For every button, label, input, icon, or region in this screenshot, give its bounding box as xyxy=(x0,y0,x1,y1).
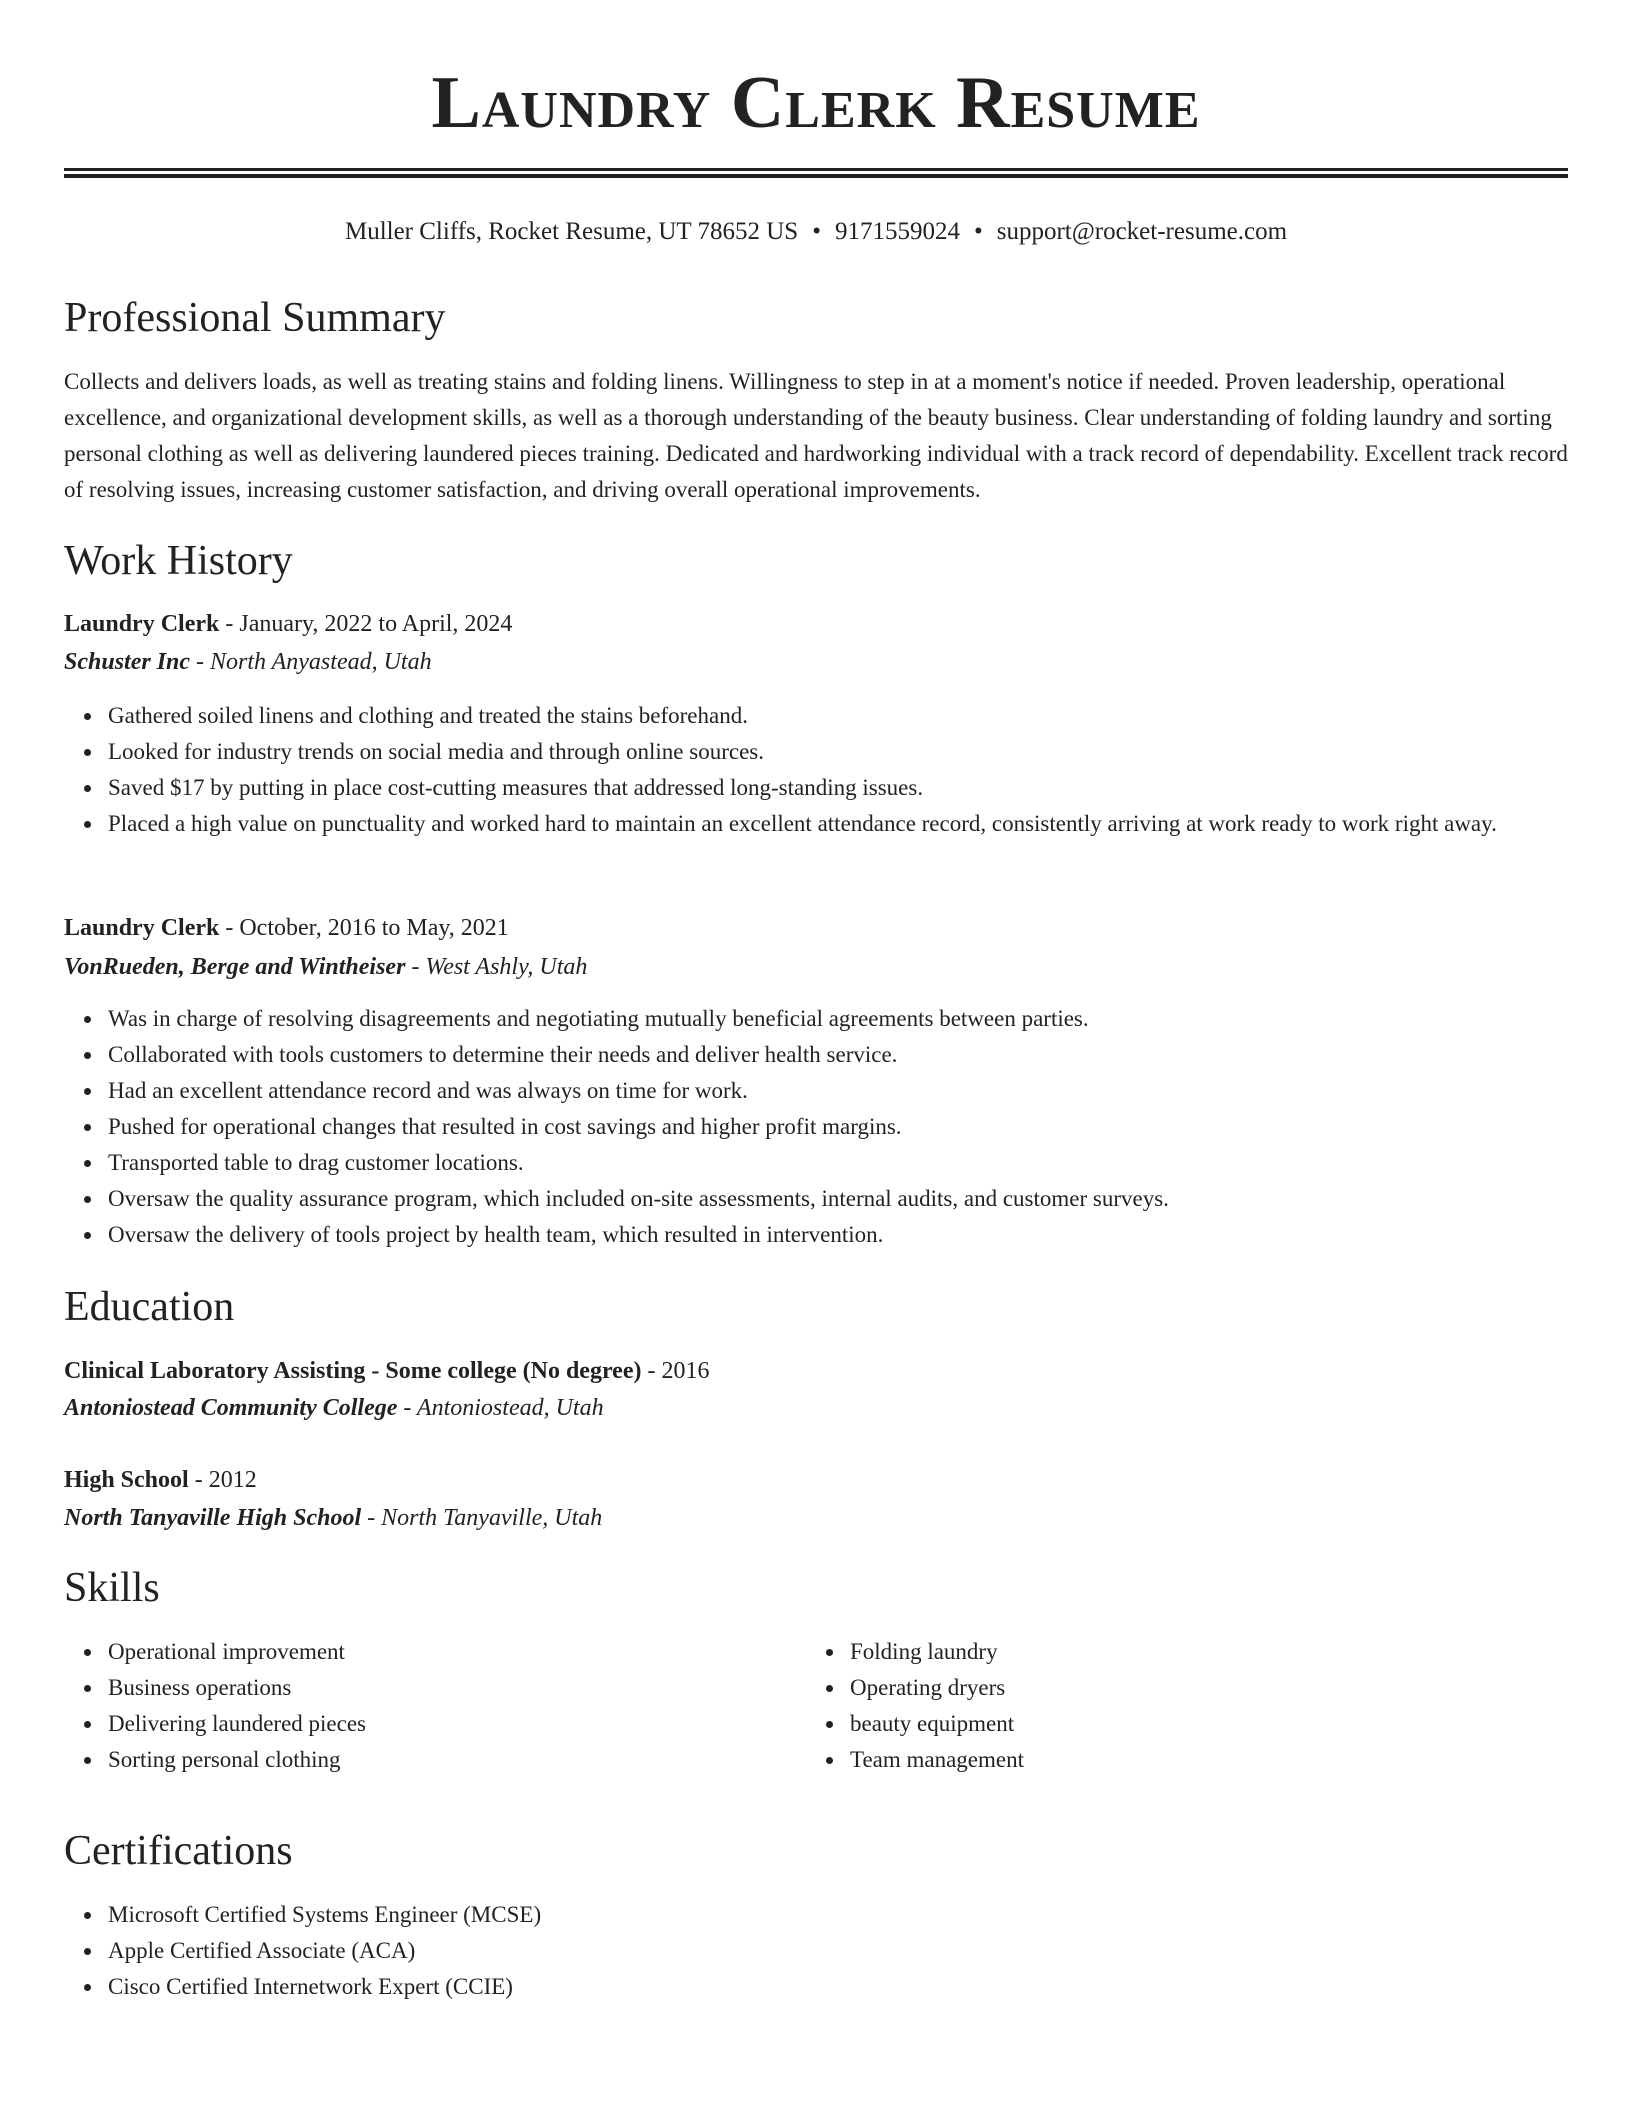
contact-separator: • xyxy=(973,218,983,245)
certifications-heading: Certifications xyxy=(64,1828,293,1874)
job-title: Laundry Clerk xyxy=(64,915,220,941)
education-school-line xyxy=(64,1390,604,1426)
summary-heading: Professional Summary xyxy=(64,295,446,341)
list-item: Pushed for operational changes that resulted in cost savings and higher profit margins. xyxy=(108,1109,1568,1145)
job-company-line xyxy=(64,644,432,680)
education-school-line xyxy=(64,1500,602,1536)
list-item: Operating dryers xyxy=(850,1670,1530,1706)
skills-list-left xyxy=(108,1634,788,1778)
list-item: Operational improvement xyxy=(108,1634,788,1670)
job-location: - West Ashly, Utah xyxy=(405,954,588,980)
list-item: beauty equipment xyxy=(850,1706,1530,1742)
job-company: VonRueden, Berge and Wintheiser xyxy=(64,954,406,980)
skills-list-right xyxy=(850,1634,1530,1778)
list-item: Delivering laundered pieces xyxy=(108,1706,788,1742)
job-dates: - January, 2022 to April, 2024 xyxy=(219,611,513,637)
list-item: Team management xyxy=(850,1742,1530,1778)
list-item: Microsoft Certified Systems Engineer (MCSE) xyxy=(108,1897,1108,1933)
summary-text: Collects and delivers loads, as well as treating stains and folding linens. Willingness to step in at a moment's notice if needed. Proven leadership, operational excellence, and organizational development skills, as well as a thorough understanding of the beauty business. Clear understanding of folding laundry and sorting personal clothing as well as delivering laundered pieces training. Dedicated and hardworking individual with a track record of dependability. Excellent track record of resolving issues, increasing customer satisfaction, and driving overall operational improvements. xyxy=(64,369,1568,502)
work-history-heading: Work History xyxy=(64,538,293,584)
education-school: Antoniostead Community College xyxy=(64,1395,398,1421)
list-item: Cisco Certified Internetwork Expert (CCIE) xyxy=(108,1969,1108,2005)
contact-address: Muller Cliffs, Rocket Resume, UT 78652 US xyxy=(344,218,799,245)
job-bullets xyxy=(108,1001,1568,1253)
contact-line xyxy=(64,214,1568,250)
education-degree-line xyxy=(64,1353,709,1389)
list-item: Sorting personal clothing xyxy=(108,1742,788,1778)
resume-title: Laundry Clerk Resume xyxy=(431,62,1201,144)
list-item: Transported table to drag customer locations. xyxy=(108,1145,1568,1181)
contact-email: support@rocket-resume.com xyxy=(996,218,1288,245)
job-dates: - October, 2016 to May, 2021 xyxy=(219,915,509,941)
education-degree-line xyxy=(64,1462,257,1498)
certifications-list xyxy=(108,1897,1108,2005)
contact-phone: 9171559024 xyxy=(834,218,960,245)
job-bullets xyxy=(108,698,1568,842)
list-item: Collaborated with tools customers to determine their needs and deliver health service. xyxy=(108,1037,1568,1073)
list-item: Apple Certified Associate (ACA) xyxy=(108,1933,1108,1969)
list-item: Was in charge of resolving disagreements and negotiating mutually beneficial agreements between parties. xyxy=(108,1001,1568,1037)
list-item: Gathered soiled linens and clothing and treated the stains beforehand. xyxy=(108,698,1568,734)
education-degree: High School xyxy=(64,1467,189,1493)
job-company: Schuster Inc xyxy=(64,649,191,675)
education-location: - Antoniostead, Utah xyxy=(397,1395,604,1421)
list-item: Saved $17 by putting in place cost-cutting measures that addressed long-standing issues. xyxy=(108,770,1568,806)
education-heading: Education xyxy=(64,1284,235,1330)
job-title-line xyxy=(64,910,509,946)
job-title: Laundry Clerk xyxy=(64,611,220,637)
list-item: Oversaw the quality assurance program, which included on-site assessments, internal audits, and customer surveys. xyxy=(108,1181,1568,1217)
education-school: North Tanyaville High School xyxy=(64,1505,362,1531)
list-item: Looked for industry trends on social media and through online sources. xyxy=(108,734,1568,770)
list-item: Placed a high value on punctuality and worked hard to maintain an excellent attendance record, consistently arriving at work ready to work right away. xyxy=(108,806,1568,842)
list-item: Business operations xyxy=(108,1670,788,1706)
job-company-line xyxy=(64,949,587,985)
education-location: - North Tanyaville, Utah xyxy=(361,1505,603,1531)
skills-heading: Skills xyxy=(64,1565,160,1611)
job-title-line xyxy=(64,606,512,642)
job-location: - North Anyastead, Utah xyxy=(190,649,432,675)
list-item: Oversaw the delivery of tools project by health team, which resulted in intervention. xyxy=(108,1217,1568,1253)
education-year: - 2016 xyxy=(641,1358,710,1384)
title-divider xyxy=(64,168,1568,178)
education-degree: Clinical Laboratory Assisting - Some college (No degree) xyxy=(64,1358,642,1384)
list-item: Folding laundry xyxy=(850,1634,1530,1670)
education-year: - 2012 xyxy=(188,1467,257,1493)
contact-separator: • xyxy=(812,218,821,245)
list-item: Had an excellent attendance record and was always on time for work. xyxy=(108,1073,1568,1109)
